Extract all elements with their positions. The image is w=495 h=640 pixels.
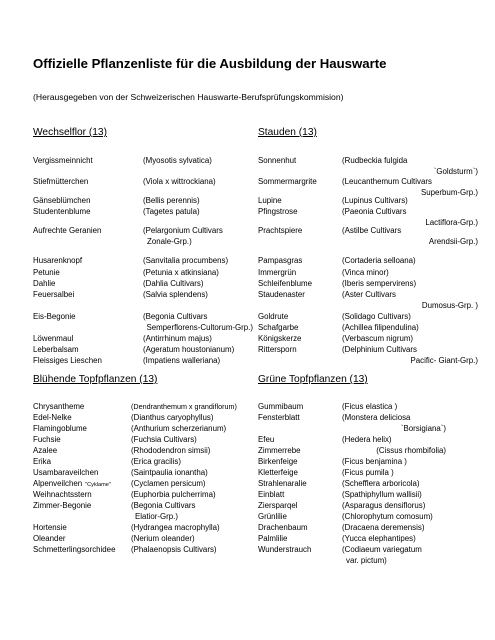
plant-common-name: Einblatt <box>258 490 285 499</box>
plant-common-name: Drachenbaum <box>258 523 308 532</box>
plant-common-name: Flamingoblume <box>33 424 87 433</box>
plant-common-name: Goldrute <box>258 312 289 321</box>
plant-latin-name: `Goldsturm`) <box>433 167 478 176</box>
plant-latin-name: (Solidago Cultivars) <box>342 312 411 321</box>
plant-common-name: Feuersalbei <box>33 290 75 299</box>
plant-common-name: Fleissiges Lieschen <box>33 356 102 365</box>
plant-latin-name: (Saintpaulia ionantha) <box>131 468 208 477</box>
plant-latin-name: (Ficus pumila ) <box>342 468 394 477</box>
plant-latin-name: (Sanvitalia procumbens) <box>143 256 229 265</box>
plant-common-name: Immergrün <box>258 268 297 277</box>
plant-common-name: Löwenmaul <box>33 334 74 343</box>
plant-latin-name: (Cissus rhombifolia) <box>376 446 446 455</box>
plant-latin-name: (Salvia splendens) <box>143 290 208 299</box>
plant-common-name: Lupine <box>258 196 282 205</box>
plant-latin-name: Semperflorens-Cultorum-Grp.) <box>146 323 253 332</box>
plant-latin-name: (Ageratum houstonianum) <box>143 345 235 354</box>
plant-latin-name: (Dahlia Cultivars) <box>143 279 204 288</box>
plant-latin-name: (Begonia Cultivars <box>143 312 208 321</box>
plant-latin-name: Zonale-Grp.) <box>147 237 192 246</box>
plant-latin-name: (Chlorophytum comosum) <box>342 512 433 521</box>
plant-latin-name: (Lupinus Cultivars) <box>342 196 408 205</box>
plant-latin-name: (Begonia Cultivars <box>131 501 196 510</box>
plant-latin-name: (Dracaena deremensis) <box>342 523 425 532</box>
plant-latin-name: (Dendranthemum x grandiflorum) <box>131 402 237 411</box>
plant-common-name: Petunie <box>33 268 60 277</box>
plant-common-name: Usambaraveilchen <box>33 468 99 477</box>
plant-latin-name: (Asparagus densiflorus) <box>342 501 426 510</box>
plant-latin-name: (Myosotis sylvatica) <box>143 156 212 165</box>
plant-common-name: Sonnenhut <box>258 156 297 165</box>
plant-common-name: Weihnachtsstern <box>33 490 92 499</box>
plant-common-name: Rittersporn <box>258 345 297 354</box>
plant-common-name: Leberbalsam <box>33 345 79 354</box>
plant-common-name: Gummibaum <box>258 402 304 411</box>
plant-latin-name: (Achillea filipendulina) <box>342 323 419 332</box>
plant-latin-name: (Hydrangea macrophylla) <box>131 523 220 532</box>
plant-latin-name: (Tagetes patula) <box>143 207 200 216</box>
plant-latin-name: (Viola x wittrockiana) <box>143 177 216 186</box>
plant-common-name: Wunderstrauch <box>258 545 312 554</box>
plant-common-name: Prachtspiere <box>258 226 303 235</box>
heading-gruene-topfpflanzen: Grüne Topfpflanzen (13) <box>258 374 368 385</box>
plant-latin-name: (Nerium oleander) <box>131 534 195 543</box>
plant-latin-name: (Monstera deliciosa <box>342 413 411 422</box>
plant-common-name: Dahlie <box>33 279 56 288</box>
plant-latin-name: (Spathiphyllum wallisii) <box>342 490 422 499</box>
plant-latin-name: (Anthurium scherzerianum) <box>131 424 227 433</box>
plant-latin-name: (Erica gracilis) <box>131 457 181 466</box>
plant-latin-name: (Yucca elephantipes) <box>342 534 416 543</box>
plant-common-name: Studentenblume <box>33 207 91 216</box>
plant-latin-name: (Verbascum nigrum) <box>342 334 414 343</box>
plant-common-name: Hortensie <box>33 523 67 532</box>
plant-latin-name: Arendsii-Grp.) <box>428 237 478 246</box>
plant-latin-name: (Vinca minor) <box>342 268 389 277</box>
plant-latin-name: (Delphinium Cultivars <box>342 345 417 354</box>
plant-latin-name: (Ficus benjamina ) <box>342 457 407 466</box>
plant-common-name: Fensterblatt <box>258 413 300 422</box>
plant-common-name: Chrysantheme <box>33 402 85 411</box>
plant-common-name: Zimmerrebe <box>258 446 301 455</box>
plant-common-name: Husarenknopf <box>33 256 83 265</box>
page-subtitle: (Herausgegeben von der Schweizerischen Hauswarte-Berufsprüfungskommision) <box>33 92 344 102</box>
plant-common-name: Strahlenaralie <box>258 479 307 488</box>
plant-latin-name: (Schefflera arboricola) <box>342 479 420 488</box>
plant-latin-name: `Borsigiana`) <box>400 424 446 433</box>
heading-wechselflor: Wechselflor (13) <box>33 127 107 138</box>
plant-latin-name: (Hedera helix) <box>342 435 392 444</box>
plant-common-name: Staudenaster <box>258 290 305 299</box>
plant-latin-name: (Codiaeum variegatum <box>342 545 422 554</box>
plant-common-name: Alpenveilchen "Cyklame" <box>33 479 111 488</box>
plant-common-name: Schleifenblume <box>258 279 312 288</box>
plant-latin-name: (Iberis sempervirens) <box>342 279 417 288</box>
plant-latin-name: (Cortaderia selloana) <box>342 256 416 265</box>
plant-latin-name: var. pictum) <box>346 556 387 565</box>
plant-common-name: Grünlilie <box>258 512 287 521</box>
plant-latin-name: Pacific- Giant-Grp.) <box>410 356 478 365</box>
plant-common-name: Eis-Begonie <box>33 312 76 321</box>
plant-latin-name: (Rhododendron simsii) <box>131 446 211 455</box>
plant-common-name: Zimmer-Begonie <box>33 501 92 510</box>
plant-latin-name: Elatior-Grp.) <box>135 512 178 521</box>
plant-latin-name: (Rudbeckia fulgida <box>342 156 408 165</box>
plant-common-name: Erika <box>33 457 51 466</box>
plant-common-name: Palmlilie <box>258 534 288 543</box>
plant-common-name: Pfingstrose <box>258 207 298 216</box>
plant-common-name: Aufrechte Geranien <box>33 226 102 235</box>
plant-latin-name: (Cyclamen persicum) <box>131 479 206 488</box>
plant-latin-name: (Antirrhinum majus) <box>143 334 212 343</box>
heading-stauden: Stauden (13) <box>258 127 317 138</box>
plant-common-name: Schmetterlingsorchidee <box>33 545 116 554</box>
plant-common-name: Stiefmütterchen <box>33 177 89 186</box>
plant-latin-name: (Leucanthemum Cultivars <box>342 177 432 186</box>
plant-common-name: Efeu <box>258 435 275 444</box>
plant-common-name: Oleander <box>33 534 66 543</box>
plant-common-name: Edel-Nelke <box>33 413 72 422</box>
plant-common-name: Vergissmeinnicht <box>33 156 93 165</box>
plant-common-name: Königskerze <box>258 334 302 343</box>
plant-latin-name: (Pelargonium Cultivars <box>143 226 223 235</box>
plant-common-name: Sommermargrite <box>258 177 317 186</box>
plant-common-name: Ziersparqel <box>258 501 298 510</box>
plant-name-note: "Cyklame" <box>85 482 111 488</box>
page-title: Offizielle Pflanzenliste für die Ausbildung der Hauswarte <box>33 56 387 71</box>
heading-bluehende-topfpflanzen: Blühende Topfpflanzen (13) <box>33 374 158 385</box>
plant-latin-name: Lactiflora-Grp.) <box>425 218 478 227</box>
plant-common-name: Fuchsie <box>33 435 61 444</box>
plant-latin-name: (Astilbe Cultivars <box>342 226 402 235</box>
plant-common-name: Azalee <box>33 446 58 455</box>
plant-latin-name: (Paeonia Cultivars <box>342 207 407 216</box>
plant-latin-name: (Ficus elastica ) <box>342 402 398 411</box>
plant-common-name: Birkenfeige <box>258 457 298 466</box>
plant-latin-name: (Aster Cultivars <box>342 290 396 299</box>
plant-latin-name: (Euphorbia pulcherrima) <box>131 490 216 499</box>
plant-common-name: Schafgarbe <box>258 323 299 332</box>
plant-latin-name: (Phalaenopsis Cultivars) <box>131 545 217 554</box>
plant-latin-name: Superbum-Grp.) <box>420 188 478 197</box>
plant-common-name: Kletterfeige <box>258 468 298 477</box>
plant-common-name: Gänseblümchen <box>33 196 91 205</box>
plant-latin-name: (Dianthus caryophyllus) <box>131 413 214 422</box>
plant-latin-name: (Bellis perennis) <box>143 196 200 205</box>
plant-latin-name: (Fuchsia Cultivars) <box>131 435 197 444</box>
plant-latin-name: (Impatiens walleriana) <box>143 356 221 365</box>
plant-latin-name: (Petunia x atkinsiana) <box>143 268 219 277</box>
plant-latin-name: Dumosus-Grp. ) <box>421 301 478 310</box>
plant-common-name: Pampasgras <box>258 256 303 265</box>
